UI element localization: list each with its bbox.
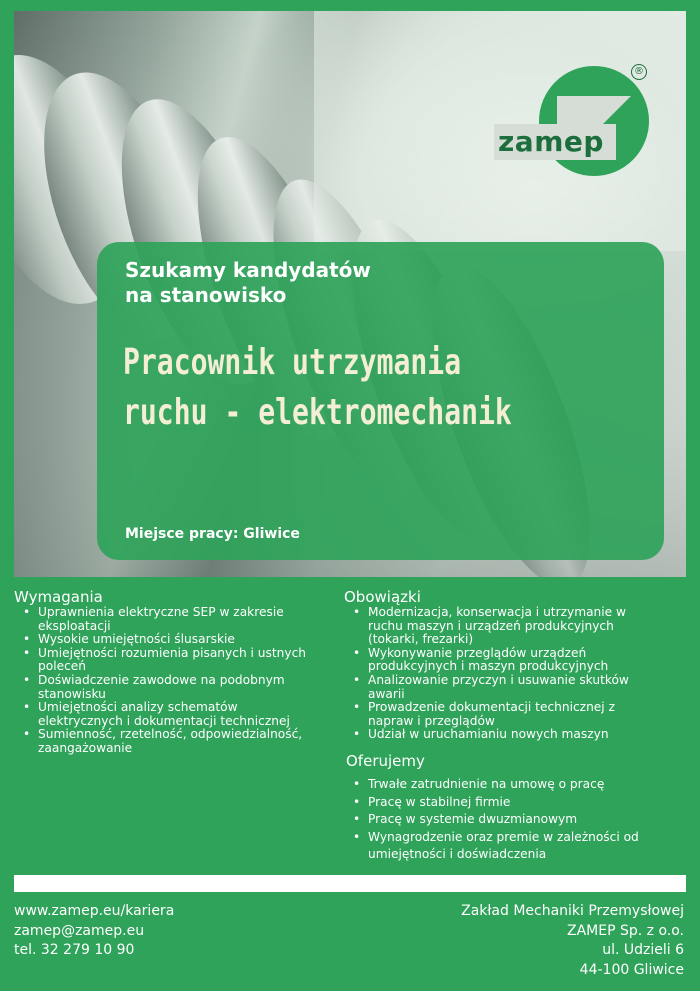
- list-item: • Sumienność, rzetelność, odpowiedzialność, zaangażowanie: [23, 727, 303, 755]
- list-item: • Pracę w systemie dwuzmianowym: [344, 811, 686, 829]
- hero-photo: [14, 11, 686, 577]
- bullet-icon: •: [353, 700, 361, 715]
- list-item: • Doświadczenie zawodowe na podobnym stanowisku: [23, 672, 285, 701]
- requirements-list: [14, 606, 344, 756]
- bullet-icon: •: [353, 794, 361, 809]
- work-location: Miejsce pracy: Gliwice: [125, 526, 300, 542]
- list-item: • Wykonywanie przeglądów urządzeń produkcyjnych i maszyn produkcyjnych: [353, 645, 609, 674]
- list-item: • Wysokie umiejętności ślusarskie: [23, 632, 235, 647]
- bullet-icon: •: [353, 605, 361, 619]
- list-item: • Prowadzenie dokumentacji technicznej z napraw i przeglądów: [353, 700, 615, 728]
- company-address: Zakład Mechaniki Przemysłowej ZAMEP Sp. z o.o. ul. Udzieli 6 44-100 Gliwice: [461, 903, 684, 978]
- registered-mark: ®: [631, 64, 647, 80]
- email-link[interactable]: zamep@zamep.eu: [14, 922, 145, 939]
- bullet-icon: •: [353, 829, 361, 844]
- bullet-icon: •: [23, 632, 31, 647]
- list-item: • Modernizacja, konserwacja i utrzymanie w ruchu maszyn i urządzeń produkcyjnych (tokarki, frezarki): [353, 605, 626, 647]
- phone-number: tel. 32 279 10 90: [14, 942, 135, 958]
- requirements-title: Wymagania: [14, 588, 103, 606]
- zamep-logo: [494, 66, 644, 186]
- bullet-icon: •: [353, 812, 361, 826]
- list-item: • Trwałe zatrudnienie na umowę o pracę: [344, 776, 686, 794]
- footer-divider: [14, 875, 686, 892]
- bullet-icon: •: [23, 727, 31, 742]
- bullet-icon: •: [23, 700, 31, 715]
- duties-list: [344, 606, 686, 742]
- bullet-icon: •: [353, 645, 361, 660]
- list-item: • Udział w uruchamianiu nowych maszyn: [353, 727, 609, 742]
- bullet-icon: •: [353, 777, 361, 791]
- list-item: • Umiejętności analizy schematów elektrycznych i dokumentacji technicznej: [23, 700, 290, 728]
- list-item: • Uprawnienia elektryczne SEP w zakresie eksploatacji: [23, 605, 284, 633]
- contact-block: [14, 902, 174, 961]
- offer-title: Oferujemy: [346, 752, 425, 770]
- logo-wordmark: zamep: [494, 124, 616, 160]
- bullet-icon: •: [353, 727, 361, 742]
- job-title: Pracownik utrzymania ruchu - elektromechanik: [123, 342, 512, 433]
- website-link[interactable]: www.zamep.eu/kariera: [14, 903, 175, 919]
- headline-panel: [97, 242, 664, 560]
- duties-title: Obowiązki: [344, 588, 421, 606]
- list-item: • Wynagrodzenie oraz premie w zależności od umiejętności i doświadczenia: [353, 829, 639, 861]
- list-item: • Umiejętności rozumienia pisanych i ustnych poleceń: [23, 645, 307, 674]
- list-item: • Pracę w stabilnej firmie: [344, 794, 686, 812]
- offer-list: [344, 776, 686, 864]
- bullet-icon: •: [23, 672, 31, 687]
- list-item: • Analizowanie przyczyn i usuwanie skutków awarii: [353, 672, 629, 701]
- panel-intro: Szukamy kandydatów na stanowisko: [125, 258, 371, 307]
- bullet-icon: •: [353, 672, 361, 687]
- bullet-icon: •: [23, 645, 31, 660]
- bullet-icon: •: [23, 605, 31, 619]
